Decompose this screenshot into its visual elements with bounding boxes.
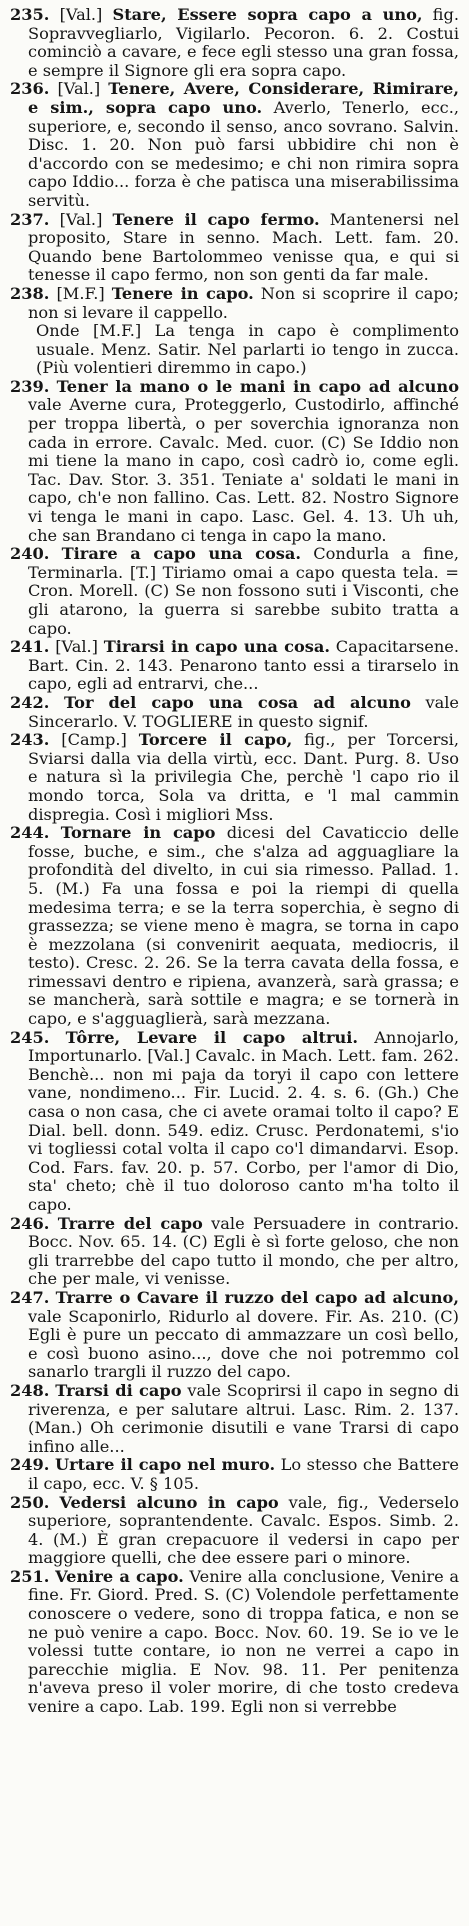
entry-244 xyxy=(10,824,459,1029)
entry-243 xyxy=(10,731,459,824)
entry-251 xyxy=(10,1568,459,1717)
entry-238-note xyxy=(10,322,459,378)
entry-headword: Tôrre, Levare il capo altrui. xyxy=(65,1027,359,1047)
entry-source-tag: [Val.] xyxy=(57,79,101,99)
entry-definition: dicesi del Cavaticcio delle fosse, buche, e sim., che s'alza ad agguagliare la profondità del divelto, in cui sia rimesso. Pallad. 1. 5. (M.) Fa una fossa e poi la riempi di quella medesima terra; e se la terra soperchia, è segno di grassezza; se viene meno è magra, se torna in capo è mezzolana (si convenirit aequata, mediocris, il testo). Cresc. 2. 26. Se la terra cavata della fossa, e rimessavi dentro e ripiena, avanzerà, sarà grassa; e se mancherà, sarà sottile e magra; e se tornerà in capo, e s'agguaglierà, sarà mezzana. xyxy=(28,823,459,1029)
entry-number: 236. xyxy=(10,79,50,99)
entry-definition: Averlo, Tenerlo, ecc., superiore, e, secondo il senso, anco sovrano. Salvin. Disc. 1. 20. Non può farsi ubbidire chi non è d'accordo con se medesimo; e chi non rimira sopra capo Iddio... forza è che patisca una miserabilissima servitù. xyxy=(28,97,459,210)
entry-headword: Trarre o Cavare il ruzzo del capo ad alcuno, xyxy=(55,1287,459,1307)
entry-number: 251. xyxy=(10,1566,50,1586)
dictionary-page xyxy=(10,6,459,1920)
entry-241 xyxy=(10,638,459,694)
entry-headword: Stare, Essere sopra capo a uno, xyxy=(112,6,423,24)
entry-247 xyxy=(10,1289,459,1382)
entry-245 xyxy=(10,1029,459,1215)
entry-definition: vale Sincerarlo. V. TOGLIERE in questo signif. xyxy=(28,692,459,731)
entry-definition: Mantenersi nel proposito, Stare in senno. Mach. Lett. fam. 20. Quando bene Bartolommeo venisse qua, e qui si tenesse il capo fermo, non son genti da far male. xyxy=(28,209,459,285)
entry-236 xyxy=(10,80,459,210)
entry-250 xyxy=(10,1494,459,1568)
entry-249 xyxy=(10,1456,459,1493)
entry-number: 238. xyxy=(10,283,50,303)
entry-definition: Non si scoprire il capo; non si levare il cappello. xyxy=(28,283,459,322)
entry-source-tag: [Val.] xyxy=(59,209,103,229)
entry-headword: Tirarsi in capo una cosa. xyxy=(103,637,331,657)
entry-headword: Trarsi di capo xyxy=(55,1380,182,1400)
entry-235 xyxy=(10,6,459,80)
entry-number: 239. xyxy=(10,376,50,396)
entry-number: 235. xyxy=(10,6,50,24)
entry-number: 243. xyxy=(10,730,50,750)
entry-238 xyxy=(10,285,459,322)
entry-definition: Lo stesso che Battere il capo, ecc. V. § 105. xyxy=(28,1455,459,1493)
entry-headword: Urtare il capo nel muro. xyxy=(54,1455,276,1475)
entry-number: 245. xyxy=(10,1027,50,1047)
entry-248 xyxy=(10,1382,459,1456)
entry-number: 249. xyxy=(10,1455,50,1475)
entry-number: 244. xyxy=(10,823,50,843)
entry-headword: Tirare a capo una cosa. xyxy=(61,544,302,564)
entry-number: 248. xyxy=(10,1380,50,1400)
entry-headword: Trarre del capo xyxy=(57,1213,203,1233)
entry-headword: Tenere, Avere, Considerare, Rimirare, e sim., sopra capo uno. xyxy=(28,79,459,117)
entry-source-tag: [Camp.] xyxy=(61,730,127,750)
entry-note: Onde [M.F.] La tenga in capo è complimento usuale. Menz. Satir. Nel parlarti io tengo in zucca. (Più volentieri diremmo in capo.) xyxy=(36,321,459,378)
entry-definition: fig., per Torcersi, Sviarsi dalla via della virtù, ecc. Dant. Purg. 8. Uso e natura sì la privilegia Che, perchè 'l capo rio il mondo torca, Sola va dritta, e 'l mal cammin dispregia. Così i migliori Mss. xyxy=(28,730,459,824)
entry-headword: Tor del capo una cosa ad alcuno xyxy=(64,692,411,712)
entry-headword: Vedersi alcuno in capo xyxy=(59,1492,279,1512)
entry-definition: Capacitarsene. Bart. Cin. 2. 143. Penarono tanto essi a tirarselo in capo, egli ad entrarvi, che... xyxy=(28,637,459,694)
entry-number: 246. xyxy=(10,1213,50,1233)
entry-headword: Venire a capo. xyxy=(55,1566,184,1586)
entry-definition: vale, fig., Vederselo superiore, soprantendente. Cavalc. Espos. Simb. 2. 4. (M.) È gran crepacuore il vedersi in capo per maggiore quelli, che dee essere pari o minore. xyxy=(28,1492,459,1568)
entry-definition: Venire alla conclusione, Venire a fine. Fr. Giord. Pred. S. (C) Volendole perfettamente conoscere o vedere, sono di troppa fatica, e non se ne può venire a capo. Bocc. Nov. 60. 19. Se io ve le volessi tutte contare, io non ne verrei a capo in parecchie miglia. E Nov. 98. 11. Per penitenza n'aveva preso il voler morire, di che tosto credeva venire a capo. Lab. 199. Egli non si verrebbe xyxy=(28,1566,459,1717)
entry-definition: vale Scoprirsi il capo in segno di riverenza, e per salutare altrui. Lasc. Rim. 2. 137. (Man.) Oh cerimonie disutili e vane Trarsi di capo infino alle... xyxy=(28,1380,459,1456)
entry-definition: Condurla a fine, Terminarla. [T.] Tiriamo omai a capo questa tela. = Cron. Morell. (C) Se non fossono suti i Visconti, che gli atarono, la guerra si sarebbe subito tratta a capo. xyxy=(28,544,459,638)
entry-239 xyxy=(10,378,459,545)
entry-headword: Tener la mano o le mani in capo ad alcuno xyxy=(56,376,459,396)
entry-definition: vale Scaponirlo, Ridurlo al dovere. Fir. As. 210. (C) Egli è pure un peccato di ammazzare un così bello, e così buono asino..., dove che noi potremmo col sanarlo trargli il ruzzo del capo. xyxy=(28,1306,459,1382)
entry-number: 241. xyxy=(10,637,50,657)
entry-headword: Tenere in capo. xyxy=(111,283,254,303)
entry-246 xyxy=(10,1215,459,1289)
entry-source-tag: [Val.] xyxy=(59,6,103,24)
entry-number: 247. xyxy=(10,1287,50,1307)
entry-number: 240. xyxy=(10,544,50,564)
entry-237 xyxy=(10,211,459,285)
entry-headword: Torcere il capo, xyxy=(138,730,293,750)
entry-242 xyxy=(10,694,459,731)
entry-headword: Tenere il capo fermo. xyxy=(112,209,320,229)
entry-headword: Tornare in capo xyxy=(60,823,216,843)
entry-number: 250. xyxy=(10,1492,50,1512)
entry-definition: fig. Sopravvegliarlo, Vigilarlo. Pecoron. 6. 2. Costui cominciò a cavare, e fece egli stesso una gran fossa, e sempre il Signore gli era sopra capo. xyxy=(28,6,459,80)
entry-definition: vale Averne cura, Proteggerlo, Custodirlo, affinché per troppa libertà, o per soverchia ignoranza non cada in errore. Cavalc. Med. cuor. (C) Se Iddio non mi tiene la mano in capo, così cadrò io, come egli. Tac. Dav. Stor. 3. 351. Teniate a' soldati le mani in capo, ch'e non fallino. Cas. Lett. 82. Nostro Signore vi tenga le mani in capo. Lasc. Gel. 4. 13. Uh uh, che san Brandano ci tenga in capo la mano. xyxy=(28,395,459,545)
entry-240 xyxy=(10,545,459,638)
entry-number: 237. xyxy=(10,209,50,229)
entry-definition: Annojarlo, Importunarlo. [Val.] Cavalc. in Mach. Lett. fam. 262. Benchè... non mi paja da toryi il capo con lettere vane, nondimeno... Fir. Lucid. 2. 4. s. 6. (Gh.) Che casa o non casa, che ci avete oramai tolto il capo? E Dial. bell. donn. 549. ediz. Crusc. Perdonatemi, s'io vi togliessi cotal volta il capo co'l dimandarvi. Esop. Cod. Fars. fav. 20. p. 57. Corbo, per l'amor di Dio, sta' cheto; chè il tuo doloroso canto m'ha tolto il capo. xyxy=(28,1027,459,1214)
entry-source-tag: [M.F.] xyxy=(56,283,105,303)
entry-source-tag: [Val.] xyxy=(55,637,98,657)
entry-number: 242. xyxy=(10,692,50,712)
entry-definition: vale Persuadere in contrario. Bocc. Nov. 65. 14. (C) Egli è sì forte geloso, che non gli trarrebbe del capo tutto il mondo, che per altro, che per male, vi venisse. xyxy=(28,1213,459,1289)
